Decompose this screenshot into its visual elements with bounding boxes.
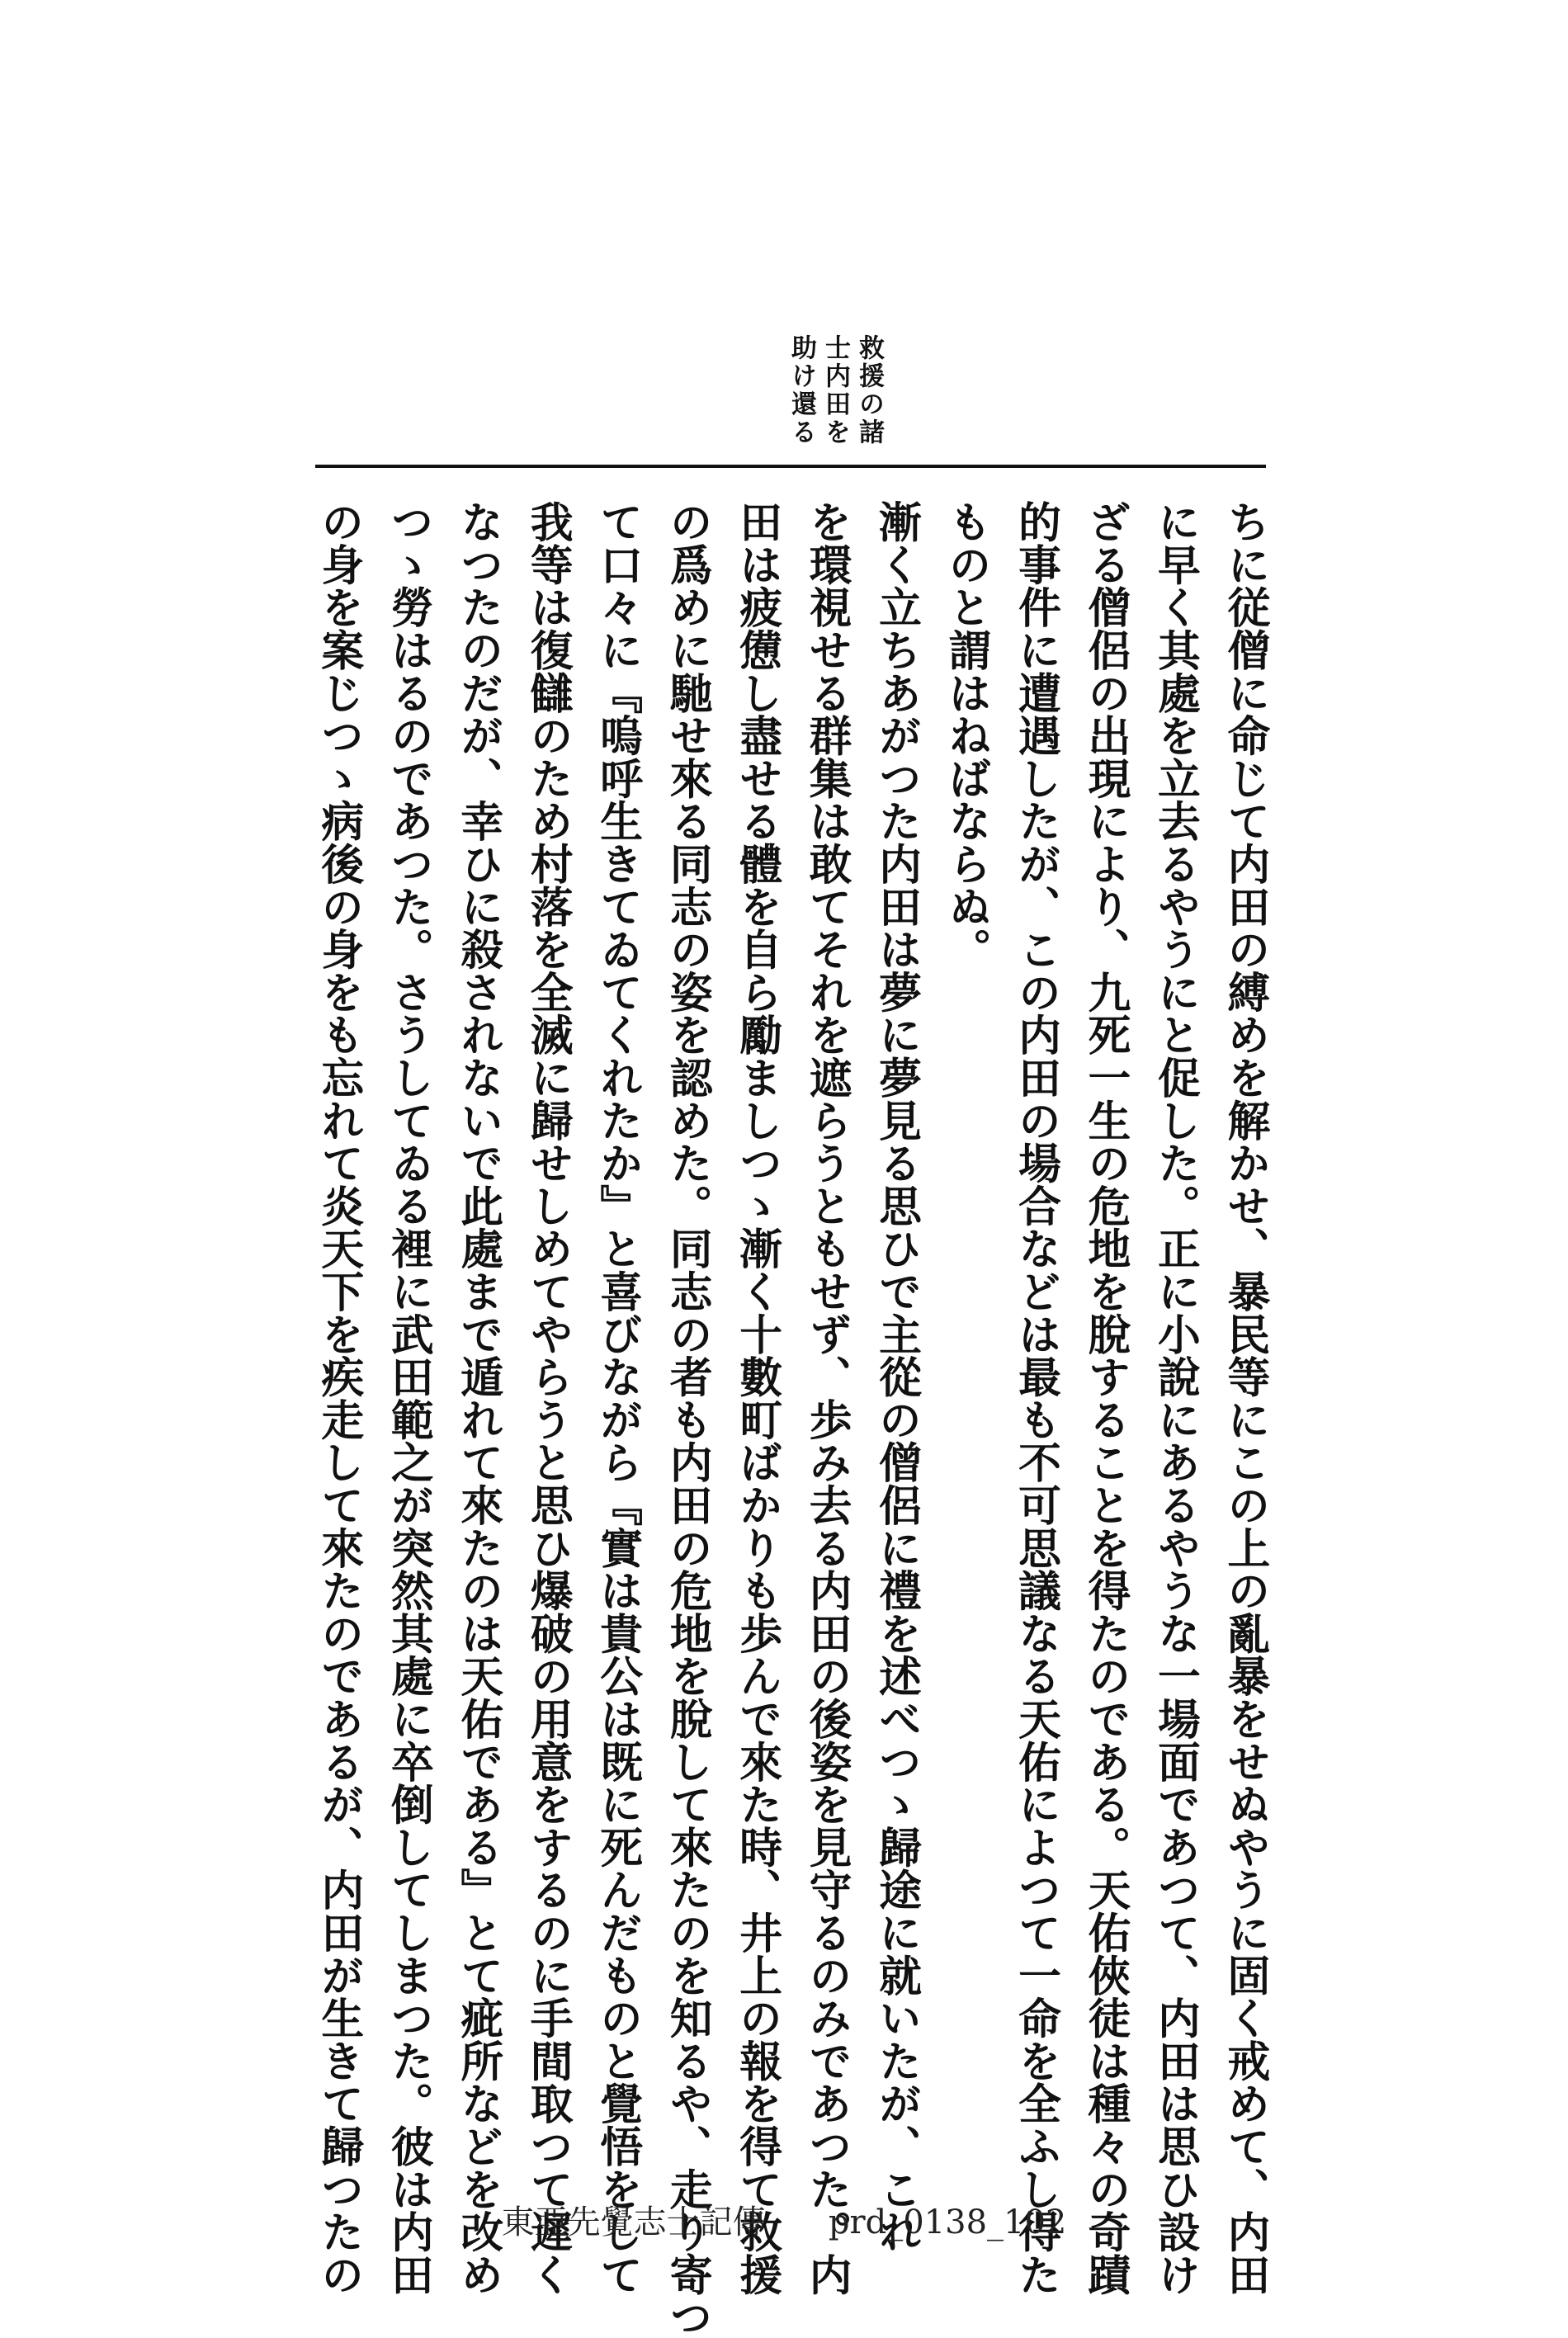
header-rule — [315, 465, 1266, 468]
text-column: 漸く立ちあがつた内田は夢に夢見る思ひで主從の僧侶に禮を述べつゝ歸途に就いたが、これ — [871, 500, 922, 2253]
text-column: の爲めに馳せ來る同志の姿を認めた。同志の者も内田の危地を脫して來たのを知るや、走り寄つ — [662, 500, 713, 2338]
text-column: の身を案じつゝ病後の身をも忘れて炎天下を疾走して來たのであるが、内田が生きて歸つたの — [313, 500, 364, 2296]
text-column: に早く其處を立去るやうにと促した。正に小說にあるやうな一場面であつて、内田は思ひ設け — [1150, 500, 1201, 2296]
text-column: ものと謂はねばならぬ。 — [941, 500, 992, 971]
text-column: ざる僧侶の出現により、九死一生の危地を脫することを得たのである。天佑俠徒は種々の奇蹟 — [1079, 500, 1131, 2296]
footer-spacer — [766, 2203, 829, 2241]
text-column: 我等は復讎のため村落を全滅に歸せしめてやらうと思ひ爆破の用意をするのに手間取つて遲く — [522, 500, 574, 2296]
text-column: つゝ勞はるのであつた。さうしてゐる裡に武田範之が突然其處に卒倒してしまつた。彼は内田 — [383, 500, 434, 2296]
text-column: 的事件に遭遇したが、この内田の場合などは最も不可思議なる天佑によつて一命を全ふし得た — [1010, 500, 1061, 2296]
book-title: 東亞先覺志士記傳 — [501, 2203, 766, 2241]
text-column: なつたのだが、幸ひに殺されないで此處まで遁れて來たのは天佑である』とて疵所などを改め — [452, 500, 503, 2296]
text-column: を環視せる群集は敢てそれを遮らうともせず、歩み去る内田の後姿を見守るのみであつた。内 — [801, 500, 852, 2296]
text-column: て口々に『嗚呼生きてゐてくれたか』と喜びながら『實は貴公は既に死んだものと覺悟をして — [592, 500, 643, 2296]
margin-heading — [782, 334, 884, 446]
text-column: 田は疲憊し盡せる體を自ら勵ましつゝ漸く十數町ばかりも歩んで來た時、井上の報を得て救援 — [731, 500, 782, 2296]
margin-heading-line: 士内田を — [820, 334, 850, 446]
page-footer — [0, 2196, 1568, 2243]
margin-heading-line: 助け還る — [786, 334, 816, 446]
page-id: prd_0138_102 — [828, 2203, 1067, 2241]
text-column: ちに従僧に命じて内田の縛めを解かせ、暴民等にこの上の亂暴をせぬやうに固く戒めて、内田 — [1219, 500, 1270, 2296]
margin-heading-line: 救援の諸 — [854, 334, 884, 446]
